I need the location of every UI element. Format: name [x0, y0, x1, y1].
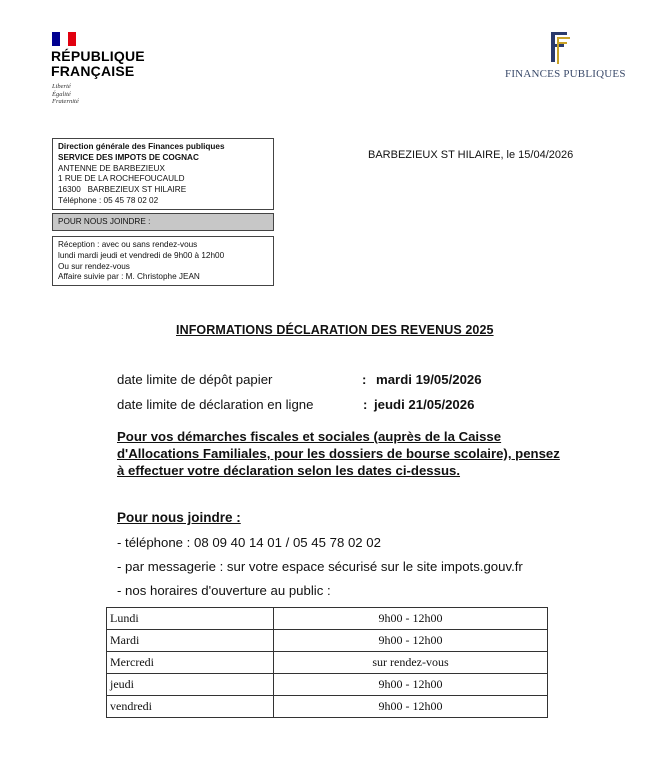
- hours-day: jeudi: [107, 674, 274, 696]
- finances-publiques-wordmark: FINANCES PUBLIQUES: [505, 68, 626, 80]
- flag-red: [68, 32, 76, 46]
- table-row: [107, 608, 548, 630]
- table-row: [107, 674, 548, 696]
- finances-publiques-logo-icon: [543, 28, 573, 66]
- sender-street: 1 RUE DE LA ROCHEFOUCAULD: [58, 174, 185, 184]
- contact-box-title: POUR NOUS JOINDRE :: [52, 213, 274, 231]
- hours-day: Mardi: [107, 630, 274, 652]
- hours-day: vendredi: [107, 696, 274, 718]
- place-date-line: BARBEZIEUX ST HILAIRE, le 15/04/2026: [368, 149, 574, 161]
- french-flag-icon: [52, 32, 76, 46]
- table-row: [107, 696, 548, 718]
- page-title: INFORMATIONS DÉCLARATION DES REVENUS 2025: [176, 323, 494, 337]
- hours-day: Mercredi: [107, 652, 274, 674]
- sender-address-box: [52, 138, 274, 210]
- contact-phone-line: - téléphone : 08 09 40 14 01 / 05 45 78 02 02: [117, 535, 381, 550]
- deadline-separator: :: [362, 372, 367, 387]
- flag-white: [60, 32, 68, 46]
- deadline-label: date limite de dépôt papier: [117, 372, 273, 387]
- contact-box: [52, 236, 274, 286]
- republique-francaise-logo: RÉPUBLIQUE FRANÇAISE: [51, 48, 145, 79]
- sender-city: 16300 BARBEZIEUX ST HILAIRE: [58, 185, 187, 195]
- hours-time: 9h00 - 12h00: [274, 696, 548, 718]
- sender-antenna: ANTENNE DE BARBEZIEUX: [58, 163, 165, 173]
- deadline-value: mardi 19/05/2026: [376, 372, 482, 387]
- contact-messaging-line: - par messagerie : sur votre espace sécurisé sur le site impots.gouv.fr: [117, 559, 523, 574]
- sender-service: SERVICE DES IMPOTS DE COGNAC: [58, 152, 199, 162]
- hours-time: 9h00 - 12h00: [274, 630, 548, 652]
- contact-heading: Pour nous joindre :: [117, 510, 241, 525]
- contact-line: lundi mardi jeudi et vendredi de 9h00 à 12h00: [58, 250, 225, 260]
- republic-motto: Liberté Égalité Fraternité: [52, 83, 79, 105]
- table-row: [107, 630, 548, 652]
- sender-phone: Téléphone : 05 45 78 02 02: [58, 195, 159, 205]
- contact-line: Ou sur rendez-vous: [58, 261, 130, 271]
- hours-day: Lundi: [107, 608, 274, 630]
- hours-time: 9h00 - 12h00: [274, 674, 548, 696]
- sender-org: Direction générale des Finances publiques: [58, 142, 225, 151]
- flag-blue: [52, 32, 60, 46]
- deadline-label: date limite de déclaration en ligne: [117, 397, 314, 412]
- deadline-separator: :: [363, 397, 368, 412]
- contact-line: Réception : avec ou sans rendez-vous: [58, 240, 198, 249]
- hours-time: 9h00 - 12h00: [274, 608, 548, 630]
- table-row: [107, 652, 548, 674]
- hours-time: sur rendez-vous: [274, 652, 548, 674]
- contact-hours-line: - nos horaires d'ouverture au public :: [117, 583, 331, 598]
- contact-line: Affaire suivie par : M. Christophe JEAN: [58, 272, 200, 282]
- declaration-notice: Pour vos démarches fiscales et sociales (auprès de la Caisse d'Allocations Familiales, pour les dossiers de bourse scolaire), pensez à effectuer votre déclaration selon les dates ci-dessus.: [117, 429, 560, 478]
- deadline-online-row: [117, 397, 475, 412]
- opening-hours-table: [106, 607, 548, 718]
- deadline-value: jeudi 21/05/2026: [374, 397, 475, 412]
- deadline-paper-row: [117, 372, 482, 387]
